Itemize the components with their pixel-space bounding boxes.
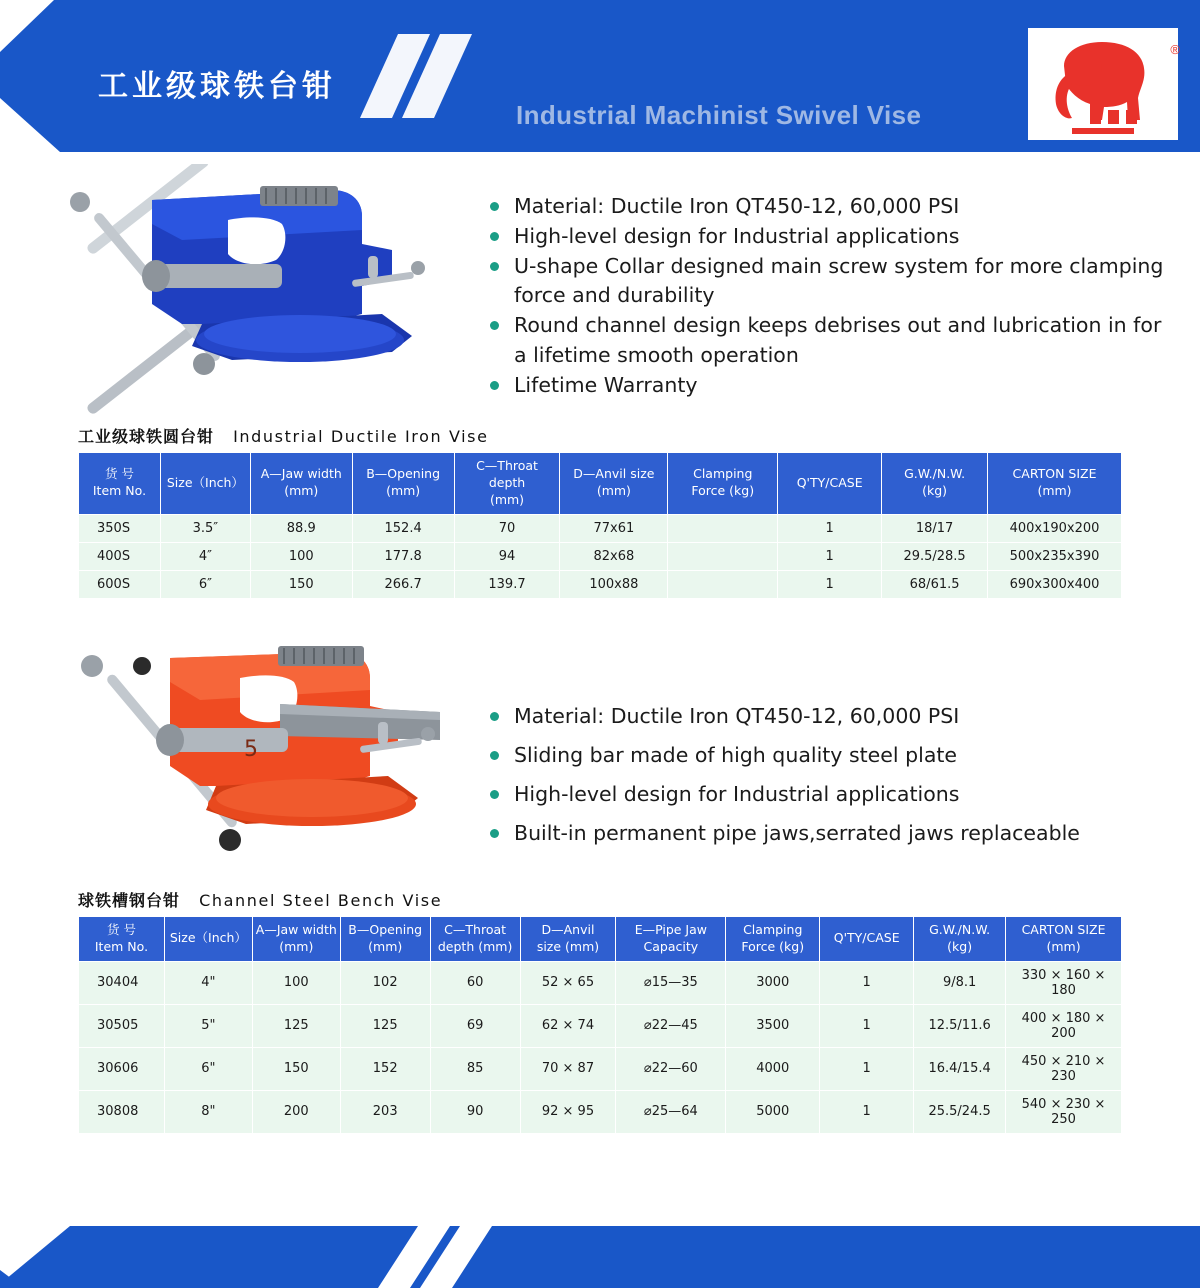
th-size: Size（Inch）	[164, 917, 252, 962]
table-caption-1	[78, 424, 489, 447]
cell-anvil-size: 52 × 65	[520, 961, 616, 1004]
registered-mark: ®	[1170, 42, 1180, 57]
th-gw-nw: G.W./N.W. (kg)	[914, 917, 1006, 962]
cell-gw-nw: 25.5/24.5	[914, 1090, 1006, 1133]
red-vise-illustration	[40, 628, 460, 878]
cell-carton-size: 500x235x390	[988, 542, 1122, 570]
footer-decoration	[0, 1226, 1200, 1288]
th-opening: B—Opening (mm)	[352, 453, 454, 515]
cell-pipe-jaw-capacity: ⌀22—60	[616, 1047, 726, 1090]
table-row	[79, 961, 1122, 1004]
cell-throat-depth: 70	[454, 514, 560, 542]
cell-item-no: 30808	[79, 1090, 165, 1133]
elephant-logo	[1028, 28, 1178, 140]
cell-carton-size: 400x190x200	[988, 514, 1122, 542]
table-row	[79, 542, 1122, 570]
th-carton-size: CARTON SIZE (mm)	[1006, 917, 1122, 962]
cell-pipe-jaw-capacity: ⌀22—45	[616, 1004, 726, 1047]
th-size: Size（Inch）	[160, 453, 250, 515]
table-caption-2	[78, 888, 442, 911]
th-carton-size: CARTON SIZE (mm)	[988, 453, 1122, 515]
blue-vise-illustration	[32, 164, 452, 414]
page-title-en: Industrial Machinist Swivel Vise	[516, 100, 922, 130]
table-row	[79, 1004, 1122, 1047]
table-row	[79, 570, 1122, 598]
cell-clamping-force: 5000	[726, 1090, 820, 1133]
th-anvil-size: D—Anvil size (mm)	[560, 453, 668, 515]
th-throat-depth: C—Throat depth (mm)	[454, 453, 560, 515]
feature-item: Round channel design keeps debrises out and lubrication in for a lifetime smooth operation	[488, 311, 1178, 369]
th-opening: B—Opening (mm)	[340, 917, 430, 962]
cell-carton-size: 330 × 160 × 180	[1006, 961, 1122, 1004]
cell-gw-nw: 18/17	[882, 514, 988, 542]
cell-item-no: 600S	[79, 570, 161, 598]
feature-list-2	[488, 702, 1178, 858]
cell-opening: 266.7	[352, 570, 454, 598]
cell-gw-nw: 29.5/28.5	[882, 542, 988, 570]
cell-pipe-jaw-capacity: ⌀15—35	[616, 961, 726, 1004]
cell-anvil-size: 100x88	[560, 570, 668, 598]
th-qty-case: Q'TY/CASE	[778, 453, 882, 515]
cell-jaw-width: 125	[252, 1004, 340, 1047]
cell-throat-depth: 94	[454, 542, 560, 570]
th-anvil-size: D—Anvil size (mm)	[520, 917, 616, 962]
cell-item-no: 30505	[79, 1004, 165, 1047]
cell-throat-depth: 139.7	[454, 570, 560, 598]
cell-opening: 102	[340, 961, 430, 1004]
blue-swivel-vise-photo	[32, 164, 452, 414]
cell-jaw-width: 150	[252, 1047, 340, 1090]
table-caption-cn: 球铁槽钢台钳	[78, 891, 181, 910]
th-qty-case: Q'TY/CASE	[820, 917, 914, 962]
table-caption-cn: 工业级球铁圆台钳	[78, 427, 215, 446]
feature-item: High-level design for Industrial applications	[488, 222, 1178, 251]
th-item-no: 货 号 Item No.	[79, 453, 161, 515]
cell-opening: 125	[340, 1004, 430, 1047]
feature-item: U-shape Collar designed main screw system for more clamping force and durability	[488, 252, 1178, 310]
table-row	[79, 514, 1122, 542]
cell-jaw-width: 100	[252, 961, 340, 1004]
cell-throat-depth: 60	[430, 961, 520, 1004]
cell-item-no: 400S	[79, 542, 161, 570]
cell-throat-depth: 85	[430, 1047, 520, 1090]
cell-qty-case: 1	[778, 570, 882, 598]
cell-jaw-width: 100	[250, 542, 352, 570]
th-throat-depth: C—Throat depth (mm)	[430, 917, 520, 962]
cell-clamping-force	[668, 542, 778, 570]
table-caption-en: Channel Steel Bench Vise	[199, 891, 443, 910]
cell-anvil-size: 70 × 87	[520, 1047, 616, 1090]
th-clamping-force: Clamping Force (kg)	[726, 917, 820, 962]
cell-throat-depth: 90	[430, 1090, 520, 1133]
cell-clamping-force: 4000	[726, 1047, 820, 1090]
cell-anvil-size: 77x61	[560, 514, 668, 542]
cell-clamping-force: 3500	[726, 1004, 820, 1047]
cell-opening: 177.8	[352, 542, 454, 570]
cell-anvil-size: 62 × 74	[520, 1004, 616, 1047]
cell-gw-nw: 12.5/11.6	[914, 1004, 1006, 1047]
cell-qty-case: 1	[778, 514, 882, 542]
table-row	[79, 1090, 1122, 1133]
cell-carton-size: 450 × 210 × 230	[1006, 1047, 1122, 1090]
cell-size: 3.5″	[160, 514, 250, 542]
th-jaw-width: A—Jaw width (mm)	[252, 917, 340, 962]
cell-carton-size: 540 × 230 × 250	[1006, 1090, 1122, 1133]
cell-size: 5"	[164, 1004, 252, 1047]
cell-gw-nw: 16.4/15.4	[914, 1047, 1006, 1090]
cell-size: 6″	[160, 570, 250, 598]
cell-item-no: 350S	[79, 514, 161, 542]
page-footer	[0, 1226, 1200, 1288]
cell-qty-case: 1	[820, 961, 914, 1004]
cell-jaw-width: 88.9	[250, 514, 352, 542]
cell-anvil-size: 92 × 95	[520, 1090, 616, 1133]
feature-item: Sliding bar made of high quality steel plate	[488, 741, 1178, 770]
cell-clamping-force	[668, 570, 778, 598]
elephant-logo-icon	[1028, 28, 1178, 140]
feature-list-1	[488, 192, 1178, 401]
cell-pipe-jaw-capacity: ⌀25—64	[616, 1090, 726, 1133]
cell-size: 4"	[164, 961, 252, 1004]
cell-carton-size: 400 × 180 × 200	[1006, 1004, 1122, 1047]
feature-item: High-level design for Industrial applications	[488, 780, 1178, 809]
cell-jaw-width: 200	[252, 1090, 340, 1133]
cell-throat-depth: 69	[430, 1004, 520, 1047]
svg-text:5: 5	[244, 737, 258, 762]
spec-table-1	[78, 452, 1122, 599]
cell-item-no: 30404	[79, 961, 165, 1004]
cell-gw-nw: 68/61.5	[882, 570, 988, 598]
table-row	[79, 1047, 1122, 1090]
cell-opening: 152.4	[352, 514, 454, 542]
page-header	[0, 0, 1200, 152]
cell-opening: 152	[340, 1047, 430, 1090]
cell-qty-case: 1	[778, 542, 882, 570]
cell-size: 4″	[160, 542, 250, 570]
feature-item: Material: Ductile Iron QT450-12, 60,000 PSI	[488, 702, 1178, 731]
cell-carton-size: 690x300x400	[988, 570, 1122, 598]
table-header-row	[79, 453, 1122, 515]
cell-clamping-force: 3000	[726, 961, 820, 1004]
table-header-row	[79, 917, 1122, 962]
cell-qty-case: 1	[820, 1004, 914, 1047]
table-caption-en: Industrial Ductile Iron Vise	[233, 427, 489, 446]
cell-qty-case: 1	[820, 1047, 914, 1090]
cell-gw-nw: 9/8.1	[914, 961, 1006, 1004]
cell-size: 8"	[164, 1090, 252, 1133]
feature-item: Material: Ductile Iron QT450-12, 60,000 PSI	[488, 192, 1178, 221]
page-title-cn: 工业级球铁台钳	[98, 69, 336, 104]
cell-size: 6"	[164, 1047, 252, 1090]
th-gw-nw: G.W./N.W. (kg)	[882, 453, 988, 515]
th-clamping-force: Clamping Force (kg)	[668, 453, 778, 515]
th-pipe-jaw-capacity: E—Pipe Jaw Capacity	[616, 917, 726, 962]
feature-item: Lifetime Warranty	[488, 371, 1178, 400]
red-channel-steel-bench-vise-photo	[40, 628, 460, 878]
spec-table-2	[78, 916, 1122, 1134]
cell-opening: 203	[340, 1090, 430, 1133]
cell-anvil-size: 82x68	[560, 542, 668, 570]
th-item-no: 货 号 Item No.	[79, 917, 165, 962]
cell-item-no: 30606	[79, 1047, 165, 1090]
th-jaw-width: A—Jaw width (mm)	[250, 453, 352, 515]
feature-item: Built-in permanent pipe jaws,serrated jaws replaceable	[488, 819, 1178, 848]
cell-jaw-width: 150	[250, 570, 352, 598]
cell-clamping-force	[668, 514, 778, 542]
cell-qty-case: 1	[820, 1090, 914, 1133]
